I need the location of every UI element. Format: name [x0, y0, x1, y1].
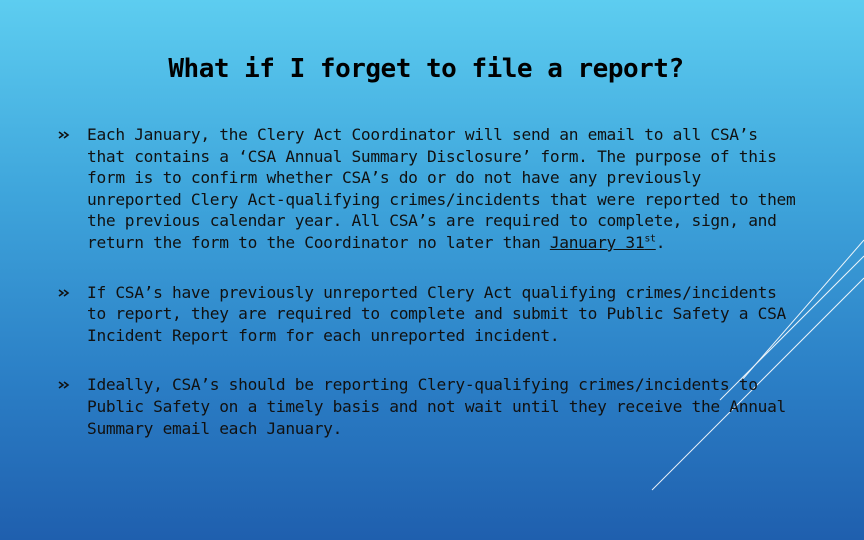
bullet-3-text: Ideally, CSA’s should be reporting Clery-qualifying crimes/incidents to Public Safety on a timely basis and not wait until they receive the Annual Summary email each January. [87, 375, 786, 438]
bullet-item-2 [58, 282, 798, 347]
bullet-1-text: Each January, the Clery Act Coordinator will send an email to all CSA’s that contains a ‘CSA Annual Summary Disclosure’ form. The purpose of this form is to confirm whether CSA’s do or do not have any previously unreported Clery Act-qualifying crimes/incidents that were reported to them the previous calendar year. All CSA’s are required to complete, sign, and return the form to the Coordinator no later than [87, 125, 796, 252]
bullet-2-text: If CSA’s have previously unreported Clery Act qualifying crimes/incidents to report, they are required to complete and submit to Public Safety a CSA Incident Report form for each unreported incident. [87, 282, 786, 345]
page-title [0, 54, 864, 84]
bullet-1-end: . [655, 232, 666, 252]
arrow-bullet-icon [58, 130, 70, 140]
bullet-list [58, 124, 798, 467]
deadline-date: January 31st [549, 232, 656, 252]
arrow-bullet-icon [58, 288, 70, 298]
bullet-item-3 [58, 374, 798, 439]
bullet-item-1 [58, 124, 798, 254]
arrow-bullet-icon [58, 380, 70, 390]
title-text: What if I forget to file a report? [168, 54, 684, 84]
deadline-suffix: st [644, 233, 656, 245]
